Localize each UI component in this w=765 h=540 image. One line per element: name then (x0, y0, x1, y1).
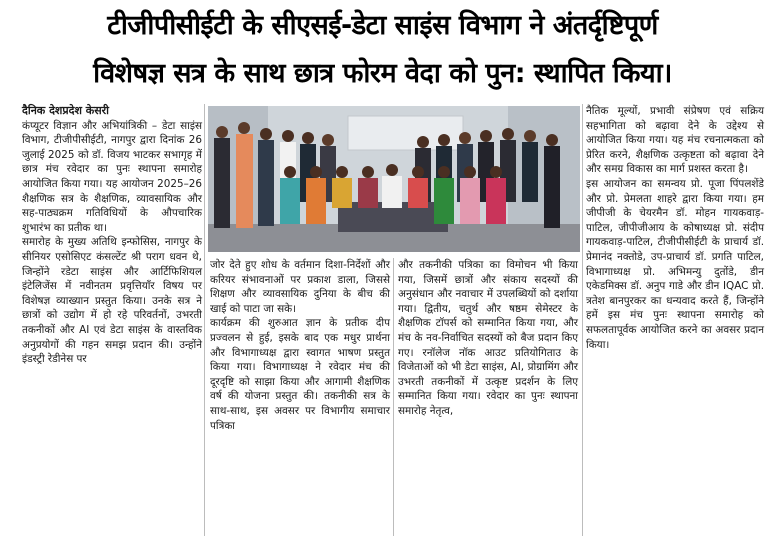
column-divider (393, 258, 394, 536)
paragraph: जोर देते हुए शोध के वर्तमान दिशा-निर्देशों और करियर संभावनाओं पर प्रकाश डाला, जिससे शिक्षण और व्यावसायिक दुनिया के बीच की खाई को पाटा जा सके। (210, 259, 390, 315)
paragraph: कार्यक्रम की शुरुआत ज्ञान के प्रतीक दीप प्रज्वलन से हुई, इसके बाद एक मधुर प्रार्थना और विभागाध्यक्ष द्वारा स्वागत भाषण प्रस्तुत किया गया। विभागाध्यक्ष ने रवेदार मंच की दूरदृष्टि को साझा किया और आगामी शैक्षणिक वर्ष की योजना प्रस्तुत की। तकनीकी सत्र के साथ-साथ, इस अवसर पर विभागीय समाचार पत्रिका (210, 317, 390, 432)
paragraph: इस आयोजन का समन्वय प्रो. पूजा पिंपलशेंडे और प्रो. प्रेमलता शाहरे द्वारा किया गया। हम जीपीजी के चेयरमैन डॉ. मोहन गायकवाड़-पाटिल, जीपीजीआय के कोषाध्यक्ष प्रो. संदीप गायकवाड़-पाटिल, टीजीपीसीईटी के प्राचार्य डॉ. प्रेमानंद नक्तोडे, उप-प्राचार्य डॉ. प्रगति पाटिल, विभागाध्यक्ष प्रो. अभिमन्यु दुतोंडे, डीन एकेडमिक्स डॉ. अनुप गाडे और डीन IQAC प्रो. त्रतेश बानपुरकर का धन्यवाद करते हैं, जिन्होंने हमें इस मंच पुनः स्थापना समारोह को सफलतापूर्वक आयोजित करने का अवसर प्रदान किया। (586, 177, 764, 351)
article-column-1 (22, 104, 202, 367)
paragraph: नैतिक मूल्यों, प्रभावी संप्रेषण एवं सक्रिय सहभागिता को बढ़ावा देने के उद्देश्य से आयोजित किया गया। यह मंच रचनात्मकता को प्रेरित करने, शैक्षणिक उत्कृष्टता को बढ़ावा देने और समग्र विकास का मार्ग प्रशस्त करता है। (586, 105, 764, 176)
article-column-4 (586, 104, 764, 352)
group-photo (208, 106, 580, 252)
paragraph: समारोह के मुख्य अतिथि इन्फोसिस, नागपुर के सीनियर एसोसिएट कंसल्टेंट श्री पराग धवन थे, जिन्होंने रडेटा साइंस और आर्टिफिशियल इंटेलिजेंस में नवीनतम प्रवृत्तियाँर विषय पर विशेषज्ञ व्याख्यान प्रस्तुत किया। उनके सत्र ने छात्रों को उद्योग में हो रहे परिवर्तनों, उभरती तकनीकों और AI एवं डेटा साइंस के वास्तविक अनुप्रयोगों की गहन समझ प्रदान की। उन्होंने इंडस्ट्री रेडीनेस पर (22, 236, 202, 366)
column-divider (204, 104, 205, 536)
column-divider (582, 104, 583, 536)
article-column-3 (398, 258, 578, 419)
paragraph: और तकनीकी पत्रिका का विमोचन भी किया गया, जिसमें छात्रों और संकाय सदस्यों की अनुसंधान और नवाचार में उपलब्धियों को दर्शाया गया। द्वितीय, चतुर्थ और षष्ठम सेमेस्टर के शैक्षणिक टॉपर्स को सम्मानित किया गया, और मंच के नव-निर्वाचित सदस्यों को बैज प्रदान किए गए। रनॉलेज नॉक आउट प्रतियोगिताउ के विजेताओं को भी डेटा साइंस, AI, प्रोग्रामिंग और उभरती तकनीकों में उत्कृष्ट प्रदर्शन के लिए सम्मानित किया गया। रवेदार का पुनः स्थापना समारोह नेतृत्व, (398, 259, 578, 417)
headline-line-2: विशेषज्ञ सत्र के साथ छात्र फोरम वेदा को पुन: स्थापित किया। (93, 58, 672, 89)
headline-line-1: टीजीपीसीईटी के सीएसई-डेटा साइंस विभाग ने अंतर्दृष्टिपूर्ण (107, 10, 658, 41)
newspaper-source: दैनिक देशप्रदेश केसरी (22, 104, 110, 117)
group-photo-illustration (208, 106, 580, 252)
article-column-2 (210, 258, 390, 433)
paragraph: कंप्यूटर विज्ञान और अभियांत्रिकी – डेटा साइंस विभाग, टीजीपीसीईटी, नागपुर द्वारा दिनांक 26 जुलाई 2025 को डॉ. विजय भाटकर सभागृह में छात्र मंच रवेदार का पुनः स्थापना समारोह आयोजित किया गया। यह आयोजन 2025–26 शैक्षणिक सत्र के शैक्षणिक, व्यावसायिक और सह-पाठ्यक्रम गतिविधियों के औपचारिक शुभारंभ का प्रतीक था। (22, 119, 202, 234)
